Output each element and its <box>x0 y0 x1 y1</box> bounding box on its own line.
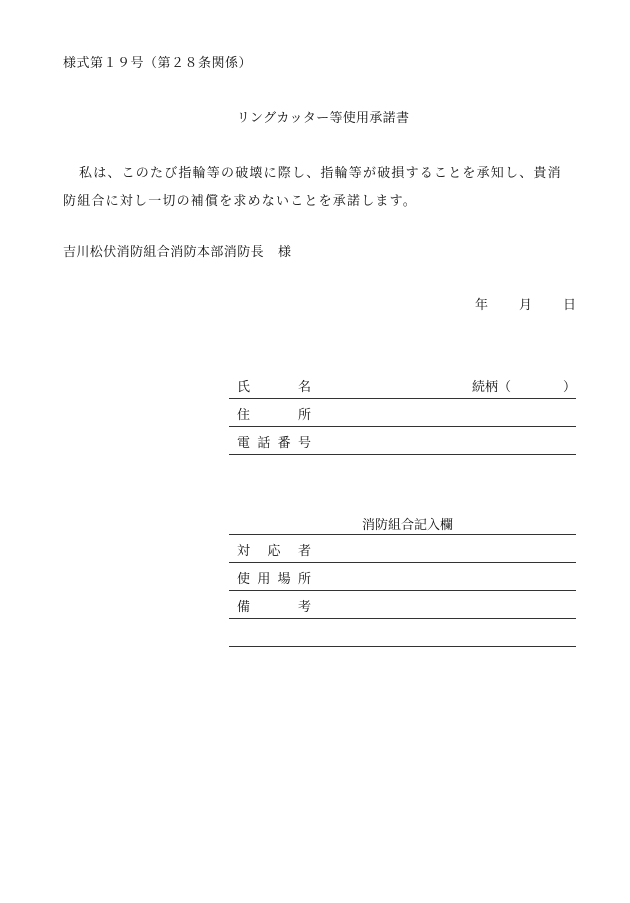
applicant-table <box>229 371 576 455</box>
date-day-label: 日 <box>563 298 577 313</box>
name-label: 氏 名 <box>237 380 311 395</box>
remarks-row[interactable] <box>229 591 576 619</box>
fire-department-table <box>229 534 576 647</box>
location-label: 使 用 場 所 <box>237 572 311 587</box>
relationship-close: ） <box>562 380 576 395</box>
declaration-line-1: 私は、このたび指輪等の破壊に際し、指輪等が破損することを承知し、貴消 <box>79 166 562 181</box>
fire-section-title: 消防組合記入欄 <box>361 518 453 533</box>
declaration-text <box>63 160 578 216</box>
remarks-label: 備 考 <box>237 600 311 615</box>
phone-label: 電 話 番 号 <box>237 436 311 451</box>
form-number: 様式第１９号（第２８条関係） <box>63 56 253 71</box>
responder-label: 対 応 者 <box>237 544 311 559</box>
location-row[interactable] <box>229 563 576 591</box>
declaration-line-2: 防組合に対し一切の補償を求めないことを承諾します。 <box>63 194 417 209</box>
document-title: リングカッター等使用承諾書 <box>236 111 410 126</box>
date-year-label: 年 <box>475 298 489 313</box>
addressee <box>63 241 291 260</box>
relationship-label: 続柄（ <box>471 380 511 395</box>
addressee-honorific: 様 <box>278 245 292 260</box>
relationship-field[interactable] <box>472 376 576 395</box>
name-row[interactable] <box>229 371 576 399</box>
phone-row[interactable] <box>229 427 576 455</box>
remarks-continuation-row[interactable] <box>229 619 576 647</box>
address-label: 住 所 <box>237 408 311 423</box>
date-month-label: 月 <box>519 298 533 313</box>
address-row[interactable] <box>229 399 576 427</box>
addressee-name: 吉川松伏消防組合消防本部消防長 <box>63 245 265 260</box>
responder-row[interactable] <box>229 535 576 563</box>
